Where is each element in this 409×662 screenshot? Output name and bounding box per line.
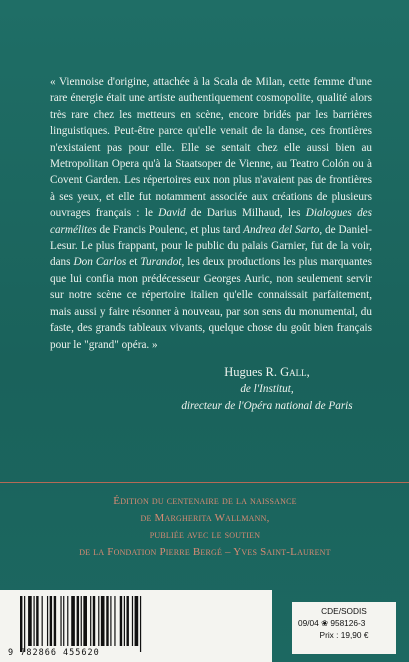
barcode-digits: 9 782866 455620 <box>8 648 100 658</box>
quote-text-2: de Darius Milhaud, les <box>185 207 306 220</box>
distribution-info <box>292 602 396 654</box>
barcode-bar <box>126 596 128 646</box>
barcode-bar <box>50 596 52 646</box>
distributor-label: CDE/SODIS <box>321 606 367 616</box>
distribution-code <box>298 617 390 629</box>
signature-title: de l'Institut, <box>240 383 294 395</box>
signature-name-first: Hugues R. <box>224 365 281 379</box>
barcode-bar <box>33 596 34 646</box>
signature-position: directeur de l'Opéra national de Paris <box>181 400 353 412</box>
barcode-bar <box>132 596 133 646</box>
quote-text-3: de Francis Poulenc, et plus tard <box>96 223 244 236</box>
distribution-date: 09/04 <box>298 618 319 628</box>
signature-name <box>160 364 374 381</box>
quote-text-4: , de Daniel-Lesur. Le plus frappant, pour le public du palais Garnier, fut de la voir, dans <box>50 223 373 269</box>
barcode-bar <box>28 596 32 646</box>
barcode-bar <box>83 596 87 646</box>
barcode-bar <box>114 596 115 646</box>
quote-text-1: « Viennoise d'origine, attachée à la Scala de Milan, cette femme d'une rare énergie était une artiste authentiquement cosmopolite, qualité alors très rare chez les metteurs en scène, encore bridés par les barrières linguistiques. Peut-être parce qu'elle venait de la danse, ces frontières n'existaient pas pour elle. Elle se sentait chez elle aussi bien au Metropolitan Opera qu'à la Staatsoper de Vienne, au Teatro Colón ou à Covent Garden. Les répertoires eux non plus n'avaient pas de frontières à ses yeux, et elle fut notamment associée aux créations de plusieurs ouvrages français : le <box>50 76 372 220</box>
barcode-bar <box>63 596 64 646</box>
barcode-bar <box>42 596 43 646</box>
quote-paragraph <box>50 74 372 353</box>
barcode-bar <box>36 596 38 646</box>
quote-block <box>50 74 372 353</box>
edition-line-3: publiée avec le soutien <box>149 529 261 541</box>
barcode-bar <box>24 596 25 652</box>
barcode-bar <box>60 596 61 646</box>
barcode-bar <box>47 596 48 646</box>
barcode-bar <box>120 596 122 646</box>
work-title-andrea: Andrea del Sarto <box>243 223 320 236</box>
barcode-bar <box>106 596 108 646</box>
edition-line-1: Édition du centenaire de la naissance <box>113 495 297 507</box>
edition-line-2: de Margherita Wallmann, <box>140 512 270 524</box>
barcode-bar <box>98 596 99 646</box>
divider-line <box>0 482 409 483</box>
barcode-bar <box>20 596 22 652</box>
work-title-dialogues: Dialogues des carmélites <box>50 207 372 236</box>
price-label: Prix : 19,90 € <box>319 630 369 640</box>
quote-text-6: , les deux productions les plus marquantes que lui confia mon prédécesseur Georges Auric, non seulement servir sur notre scène ce répertoire italien qu'elle connaissait parfaitement, mais aussi y faire résonner à nouveau, par son sens du monumental, du faste, des grands tableaux vivants, quelque chose du goût bien français pour le "grand" opéra. » <box>50 256 372 351</box>
work-title-david: David <box>158 207 186 220</box>
barcode-bar <box>135 596 139 646</box>
barcode-bar <box>140 596 141 652</box>
barcode-bar <box>101 596 105 646</box>
edition-notice <box>40 493 370 561</box>
quote-text-5: et <box>126 256 141 269</box>
barcode-bar <box>93 596 95 646</box>
barcode-bar <box>110 596 111 646</box>
distribution-number: 958126-3 <box>330 618 366 628</box>
barcode-bar <box>67 596 68 646</box>
barcode-image <box>20 596 144 652</box>
barcode-bar <box>90 596 91 646</box>
signature-block <box>160 364 374 415</box>
edition-line-4: de la Fondation Pierre Bergé – Yves Saint-Laurent <box>79 546 331 558</box>
barcode-bar <box>71 596 75 646</box>
flower-icon: ❀ <box>321 618 329 628</box>
work-title-don-carlos: Don Carlos <box>73 256 127 269</box>
barcode-bar <box>54 596 56 646</box>
barcode-bar <box>124 596 125 646</box>
barcode-bar <box>77 596 79 646</box>
work-title-turandot: Turandot <box>140 256 182 269</box>
barcode-bar <box>81 596 82 646</box>
signature-name-last: Gall, <box>280 365 310 379</box>
